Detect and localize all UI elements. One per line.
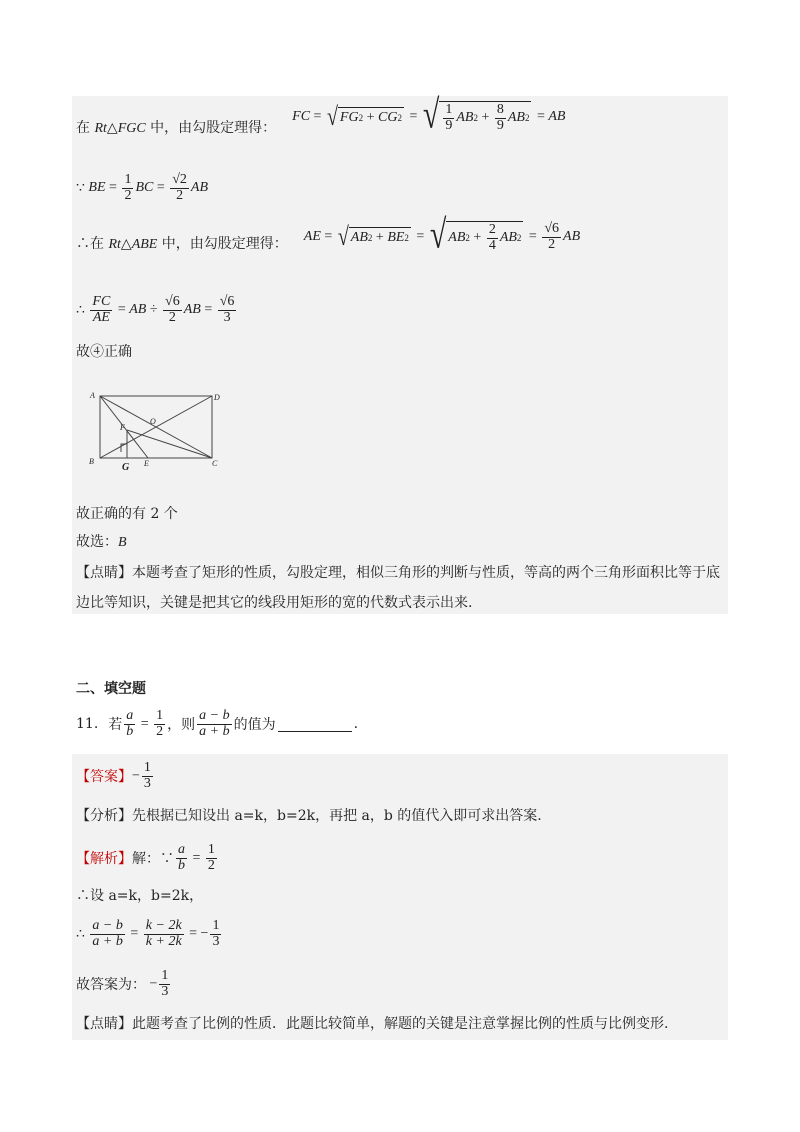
label-C: C <box>212 459 218 468</box>
step2-prefix: ∴ <box>76 926 85 942</box>
comment-tag-bottom: 【点睛】 <box>76 1016 132 1032</box>
question-number: 11. <box>76 716 99 732</box>
explain-given: $\frac{a}{b}$ = $\frac{1}{2}$ <box>178 841 215 873</box>
question-prefix: 若 <box>108 717 123 733</box>
analysis-tag: 【分析】 <box>76 808 132 824</box>
correct-count: 故正确的有 2 个 <box>76 506 178 522</box>
answer-tag: 【答案】 <box>76 769 132 785</box>
step-2: ∴ $\frac{a - b}{a + b}$ = $\frac{k - 2k}{k + 2k}$ = − $\frac{1}{3}$ <box>76 917 220 949</box>
question-given: $\frac{a}{b}$ = $\frac{1}{2}$ <box>126 707 164 739</box>
comment-text-bottom: 此题考查了比例的性质．此题比较简单，解题的关键是注意掌握比例的性质与比例变形. <box>132 1016 669 1032</box>
analysis-line <box>76 802 722 830</box>
explain-line <box>76 838 219 878</box>
question-end: . <box>353 716 359 732</box>
solution-line-be: ∵ BE = $\frac{1}{2}$ BC = $\frac{√2}{2}$ AB <box>76 171 209 203</box>
line3-prefix: ∴在 Rt△ABE 中，由勾股定理得： <box>76 236 288 252</box>
answer-line <box>76 756 155 796</box>
comment-bottom <box>76 1010 722 1038</box>
question-suffix: 的值为 <box>233 717 276 733</box>
analysis-text: 先根据已知设出 a=k，b=2k，再把 a，b 的值代入即可求出答案. <box>132 808 542 824</box>
final-answer-line <box>76 964 172 1004</box>
formula-fc: FC = √ FG 2 + CG 2 = √ $\frac{1}{9}$ AB 2 + $\frac{8}{9}$ AB 2 = AB <box>292 92 566 137</box>
label-B: B <box>89 457 94 466</box>
final-value: − $\frac{1}{3}$ <box>146 967 169 999</box>
choice-line <box>76 528 722 557</box>
comment-top <box>76 558 722 618</box>
label-D: D <box>214 393 220 402</box>
rectangle-figure <box>86 386 226 472</box>
label-E: E <box>144 459 149 468</box>
solution-line-fgc <box>76 92 566 158</box>
solution-line-ratio: ∴ $\frac{FC}{AE}$ = AB ÷ $\frac{√6}{2}$ AB = $\frac{√6}{3}$ <box>76 293 235 325</box>
formula-ae: AE = √ AB 2 + BE 2 = √ AB 2 + $\frac{2}{4}$ AB 2 = $\frac{√6}{2}$ AB <box>303 212 581 257</box>
answer-blank <box>278 717 352 732</box>
solution-line-abe <box>76 212 581 266</box>
comment-text-top: 本题考查了矩形的性质，勾股定理，相似三角形的判断与性质，等高的两个三角形面积比等于底边比等知识，关键是把其它的线段用矩形的宽的代数式表示出来. <box>76 565 720 611</box>
question-mid: ，则 <box>167 717 196 733</box>
label-A: A <box>90 391 95 400</box>
conclusion-4: 故④正确 <box>76 344 132 360</box>
question-11 <box>76 704 358 744</box>
line1-prefix: 在 Rt△FGC 中，由勾股定理得： <box>76 120 277 136</box>
label-O: O <box>150 417 156 426</box>
label-F: F <box>120 423 125 432</box>
section-title: 二、填空题 <box>76 681 146 697</box>
explain-prefix: 解：∵ <box>132 851 174 867</box>
choice-prefix: 故选： <box>76 534 118 550</box>
choice-value: B <box>118 535 127 550</box>
label-G: G <box>122 462 130 472</box>
explain-tag: 【解析】 <box>76 851 132 867</box>
answer-value: − $\frac{1}{3}$ <box>132 759 151 791</box>
comment-tag-top: 【点睛】 <box>76 565 132 581</box>
question-expression: $\frac{a - b}{a + b}$ <box>199 707 230 739</box>
step-1: ∴设 a=k，b=2k， <box>76 888 204 904</box>
final-prefix: 故答案为： <box>76 977 146 993</box>
